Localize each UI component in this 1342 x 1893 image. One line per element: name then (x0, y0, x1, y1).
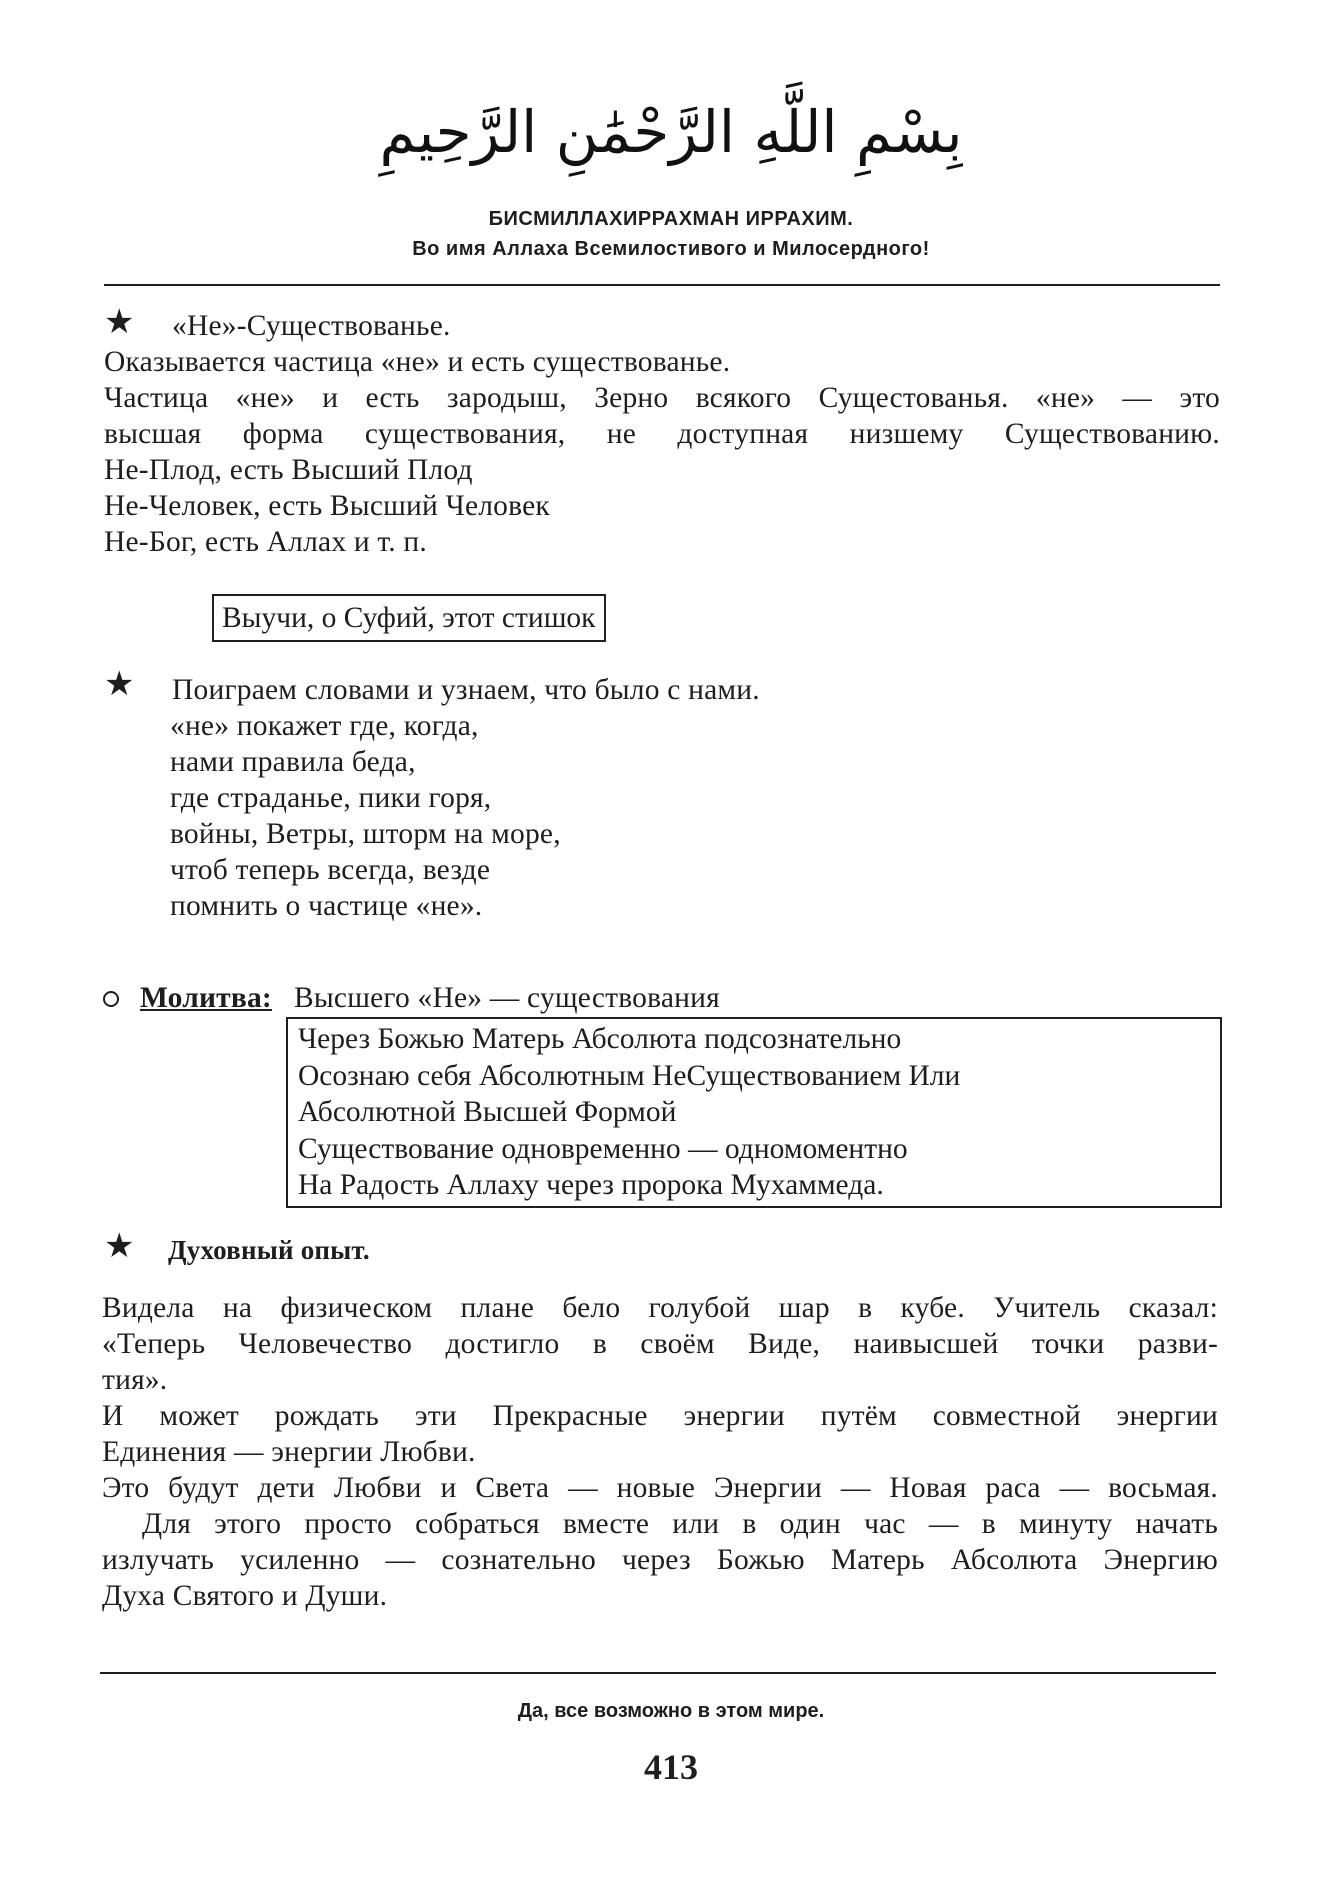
section3-line: излучать усиленно — сознательно через Божью Матерь Абсолюта Энергию (102, 1544, 1218, 1576)
section3-line: Это будут дети Любви и Света — новые Энергии — Новая раса — восьмая. (102, 1472, 1218, 1504)
section3-line: Единения — энергии Любви. (102, 1436, 476, 1468)
poem-line: нами правила беда, (170, 746, 416, 778)
prayer-line: На Радость Аллаху через пророка Мухаммеда. (298, 1169, 884, 1201)
section1-line: высшая форма существования, не доступная низшему Существованию. (104, 418, 1220, 450)
star-bullet-2: ★ (104, 664, 135, 704)
star-bullet-1: ★ (104, 302, 135, 342)
poem-line: войны, Ветры, шторм на море, (170, 818, 561, 850)
bismillah-calligraphy: بِسْمِ اللَّهِ الرَّحْمَٰنِ الرَّحِيمِ (379, 98, 963, 166)
header-subtitle: Во имя Аллаха Всемилостивого и Милосердного! (412, 238, 930, 260)
page-number: 413 (644, 1747, 698, 1787)
section1-line: Не-Человек, есть Высший Человек (104, 490, 550, 522)
star-bullet-3: ★ (104, 1226, 135, 1266)
section3-line: Для этого просто собраться вместе или в один час — в минуту начать (142, 1508, 1218, 1540)
prayer-line: Существование одновременно — одномоментно (298, 1132, 908, 1165)
poem-line: чтоб теперь всегда, везде (170, 854, 491, 886)
section1-line: Не-Плод, есть Высший Плод (104, 454, 473, 486)
prayer-line: Через Божью Матерь Абсолюта подсознательно (298, 1023, 902, 1055)
section1-heading: «Не»-Существованье. (172, 310, 451, 342)
prayer-title: Высшего «Не» — существования (294, 982, 720, 1014)
section3-line: Видела на физическом плане бело голубой шар в кубе. Учитель сказал: (102, 1292, 1218, 1324)
bottom-divider (100, 1672, 1216, 1674)
section1-line: Не-Бог, есть Аллах и т. п. (104, 526, 427, 558)
boxed-note: Выучи, о Суфий, этот стишок (212, 594, 606, 642)
section1-line: Частица «не» и есть зародыш, Зерно всякого Сущестованья. «не» — это (104, 382, 1220, 414)
section3-heading: Духовный опыт. (168, 1235, 370, 1265)
section3-line: И может рождать эти Прекрасные энергии путём совместной энергии (102, 1400, 1218, 1432)
poem-line: где страданье, пики горя, (170, 782, 492, 814)
section1-line: Оказывается частица «не» и есть существованье. (104, 346, 731, 378)
section3-line: Духа Святого и Души. (102, 1580, 388, 1612)
poem-line: «не» покажет где, когда, (170, 710, 479, 742)
poem-line: помнить о частице «не». (170, 890, 483, 922)
prayer-label: Молитва: (140, 982, 272, 1014)
prayer-line: Осознаю себя Абсолютным НеСуществованием Или (298, 1059, 961, 1092)
circle-bullet-icon (103, 991, 119, 1007)
footer-motto: Да, все возможно в этом мире. (517, 1700, 825, 1722)
section3-line: тия». (102, 1364, 168, 1396)
prayer-box (286, 1017, 1222, 1208)
top-divider (104, 284, 1220, 286)
header-title: БИСМИЛЛАХИРРАХМАН ИРРАХИМ. (488, 208, 854, 230)
poem-first-line: Поиграем словами и узнаем, что было с нами. (172, 674, 760, 706)
prayer-line: Абсолютной Высшей Формой (298, 1096, 677, 1128)
section3-line: «Теперь Человечество достигло в своём Виде, наивысшей точки разви- (102, 1328, 1218, 1360)
